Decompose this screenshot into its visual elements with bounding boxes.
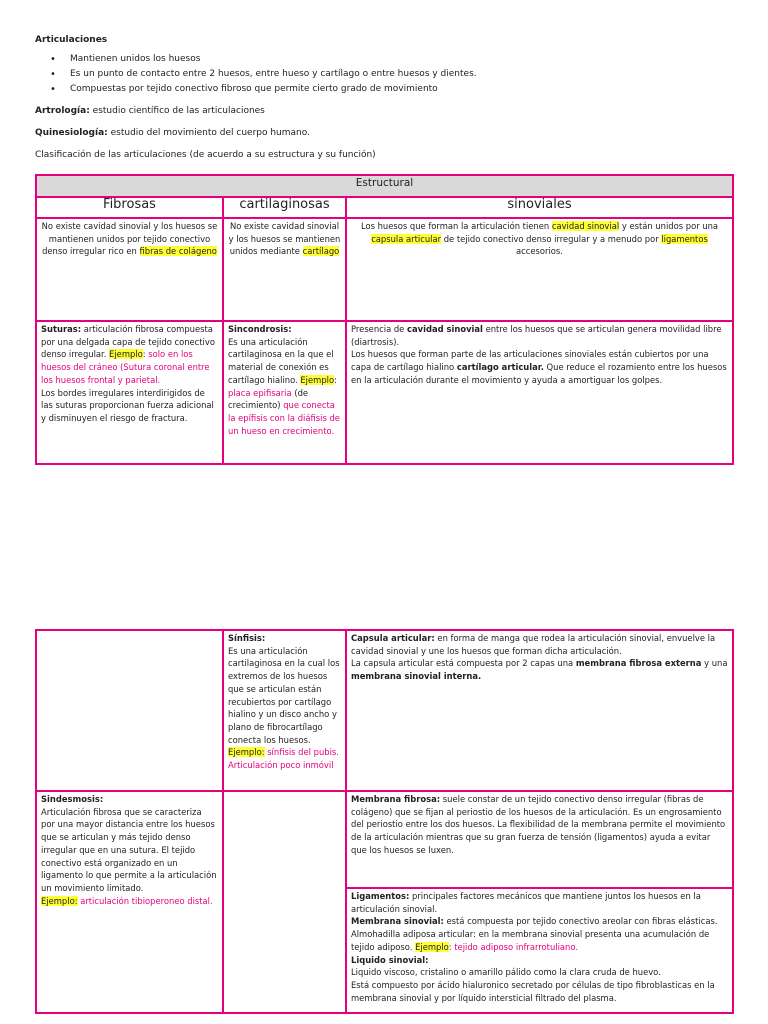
term: Sincondrosis: xyxy=(228,324,292,334)
term: Quinesiología: xyxy=(35,128,108,138)
ejemplo-label: Ejemplo xyxy=(415,941,449,952)
term: Artrología: xyxy=(35,106,90,116)
example-text: placa epifisaria xyxy=(228,387,292,398)
term: Sínfisis: xyxy=(228,633,266,643)
clasificacion-line: Clasificación de las articulaciones (de acuerdo a su estructura y su función) xyxy=(35,150,376,160)
colon: : xyxy=(142,349,146,360)
cell-text: Es una articulación cartilaginosa en la cual los extremos de los huesos que se articulan están recubiertos por cartílago hialino y un disco ancho y plano de fibrocartílago conecta los huesos. xyxy=(228,645,340,745)
bold-term: cavidad sinovial xyxy=(407,324,483,334)
sinoviales-definition xyxy=(346,218,733,321)
quinesiologia-line xyxy=(35,127,735,140)
highlighted-term: ligamentos xyxy=(661,233,708,244)
example-text: tejido adiposo infrarrotuliano. xyxy=(451,941,578,952)
ejemplo-label: Ejemplo: xyxy=(228,747,265,758)
definition-text: No existe cavidad sinovial y los huesos se mantienen unidos mediante xyxy=(228,221,341,257)
colon: : xyxy=(448,941,452,952)
capsula-articular-cell xyxy=(346,630,733,791)
cell-text: Liquido viscoso, cristalino o amarillo pálido como la clara cruda de huevo. xyxy=(351,967,661,978)
document-title: Articulaciones xyxy=(35,35,108,45)
empty-cell xyxy=(36,630,223,791)
classification-table xyxy=(35,174,734,465)
term: Liquido sinovial: xyxy=(351,954,429,965)
cell-text: Los bordes irregulares interdirigidos de las suturas proporcionan fuerza adicional y disminuyen el riesgo de fractura. xyxy=(41,387,214,423)
continuation-table xyxy=(35,629,734,1014)
definition-text: de tejido conectivo denso irregular y a menudo por xyxy=(441,233,662,244)
cell-text: suele constar de un tejido conectivo denso irregular (fibras de colágeno) que se fijan al periostio de los huesos de la articulación. Es un engrosamiento del periostio entre los dos huesos. La flexibilidad de la membrana permite el movimiento de la articulación mientras que su gran fuerza de tensión (ligamentos) ayuda a evitar que los huesos se luxen. xyxy=(351,794,726,855)
table-header-estructural: Estructural xyxy=(36,175,733,197)
sindesmosis-cell xyxy=(36,791,223,1013)
cell-text: Presencia de xyxy=(351,324,407,334)
definition-text: accesorios. xyxy=(516,246,563,257)
definition: estudio del movimiento del cuerpo humano. xyxy=(107,128,310,138)
term: Sindesmosis: xyxy=(41,794,104,804)
cell-text: principales factores mecánicos que mantiene juntos los huesos en la articulación sinovial. xyxy=(351,891,701,914)
definition: estudio científico de las articulaciones xyxy=(89,106,265,116)
cell-text: Articulación fibrosa que se caracteriza por una mayor distancia entre los huesos que se articulan y más tejido denso irregular que en una sutura. El tejido conectivo está organizado en un ligamento lo que permite a la articulación un movimiento limitado. xyxy=(41,806,217,893)
cell-text: (de crecimiento) xyxy=(228,387,309,411)
bullet-item: • Compuestas por tejido conectivo fibroso que permite cierto grado de movimiento xyxy=(70,82,735,97)
ejemplo-label: Ejemplo xyxy=(300,374,335,385)
sinovial-detail-cell xyxy=(346,321,733,464)
cartilaginosas-definition xyxy=(223,218,346,321)
sinfisis-cell xyxy=(223,630,346,791)
example-text: solo en los huesos del cráneo (Sutura coronal entre los huesos frontal y parietal. xyxy=(41,349,210,385)
cell-text: y una xyxy=(701,658,728,669)
highlighted-term: fibras de colágeno xyxy=(139,246,217,257)
artrologia-line xyxy=(35,105,735,118)
column-header-sinoviales: sinoviales xyxy=(346,197,733,218)
bullet-list xyxy=(35,52,735,97)
bold-term: membrana sinovial interna. xyxy=(351,671,482,682)
definition-text: Los huesos que forman la articulación tienen xyxy=(360,221,552,231)
bullet-item: • Mantienen unidos los huesos xyxy=(70,52,735,67)
cell-text: entre los huesos que se articulan genera movilidad libre (diartrosis). xyxy=(351,324,722,347)
term: Capsula articular: xyxy=(351,633,435,643)
ejemplo-label: Ejemplo xyxy=(109,349,143,360)
highlighted-term: capsula articular xyxy=(371,233,442,244)
term: Membrana sinovial: xyxy=(351,916,444,927)
definition-text: No existe cavidad sinovial y los huesos se mantienen unidos por tejido conectivo denso irregular rico en xyxy=(41,221,218,257)
cell-text: articulación fibrosa compuesta por una delgada capa de tejido conectivo denso irregular. xyxy=(41,324,215,360)
bold-term: cartílago articular. xyxy=(456,362,544,373)
suturas-cell xyxy=(36,321,223,464)
cell-text: Es una articulación cartilaginosa en la que el material de conexión es cartílago hialino. xyxy=(228,336,334,385)
bullet-item: • Es un punto de contacto entre 2 huesos, entre hueso y cartílago o entre huesos y dientes. xyxy=(70,67,735,82)
sincondrosis-cell xyxy=(223,321,346,464)
fibrosas-definition xyxy=(36,218,223,321)
membrana-fibrosa-cell xyxy=(346,791,733,888)
cell-text: Los huesos que forman parte de las articulaciones sinoviales están cubiertos por una capa de cartílago hialino xyxy=(351,349,709,373)
ligamentos-cell xyxy=(346,888,733,1013)
intro-section xyxy=(35,34,735,162)
bold-term: membrana fibrosa externa xyxy=(575,658,702,669)
cell-text: en forma de manga que rodea la articulación sinovial, envuelve la cavidad sinovial y une los huesos que forman dicha articulación. xyxy=(351,633,716,656)
column-header-cartilaginosas: cartilaginosas xyxy=(223,197,346,218)
cell-text: Está compuesto por ácido hialuronico secretado por células de tipo fibroblasticas en la membrana sinovial y por líquido intersticial filtrado del plasma. xyxy=(351,979,715,1003)
definition-text: y están unidos por una xyxy=(619,221,719,231)
empty-cell xyxy=(223,791,346,1013)
ejemplo-label: Ejemplo: xyxy=(41,895,78,906)
cell-text: La capsula articular está compuesta por 2 capas una xyxy=(351,658,576,669)
colon: : xyxy=(334,374,337,385)
term: Ligamentos: xyxy=(351,891,410,901)
example-text: que conecta la epífisis con la diáfisis de un hueso en crecimiento. xyxy=(228,400,340,436)
term: Suturas: xyxy=(41,324,82,334)
highlighted-term: cartílago xyxy=(302,246,340,257)
cell-text: Que reduce el rozamiento entre los huesos en la articulación durante el movimiento y ayuda a amortiguar los golpes. xyxy=(351,362,727,385)
cell-text: está compuesta por tejido conectivo areolar con fibras elásticas. Almohadilla adiposa articular: en la membrana sinovial presenta una acumulación de tejido adiposo. xyxy=(351,916,718,952)
example-text: articulación tibioperoneo distal. xyxy=(77,895,213,906)
column-header-fibrosas: Fibrosas xyxy=(36,197,223,218)
term: Membrana fibrosa: xyxy=(351,794,441,804)
highlighted-term: cavidad sinovial xyxy=(551,221,620,231)
example-text: sínfisis del pubis. Articulación poco inmóvil xyxy=(228,747,339,771)
